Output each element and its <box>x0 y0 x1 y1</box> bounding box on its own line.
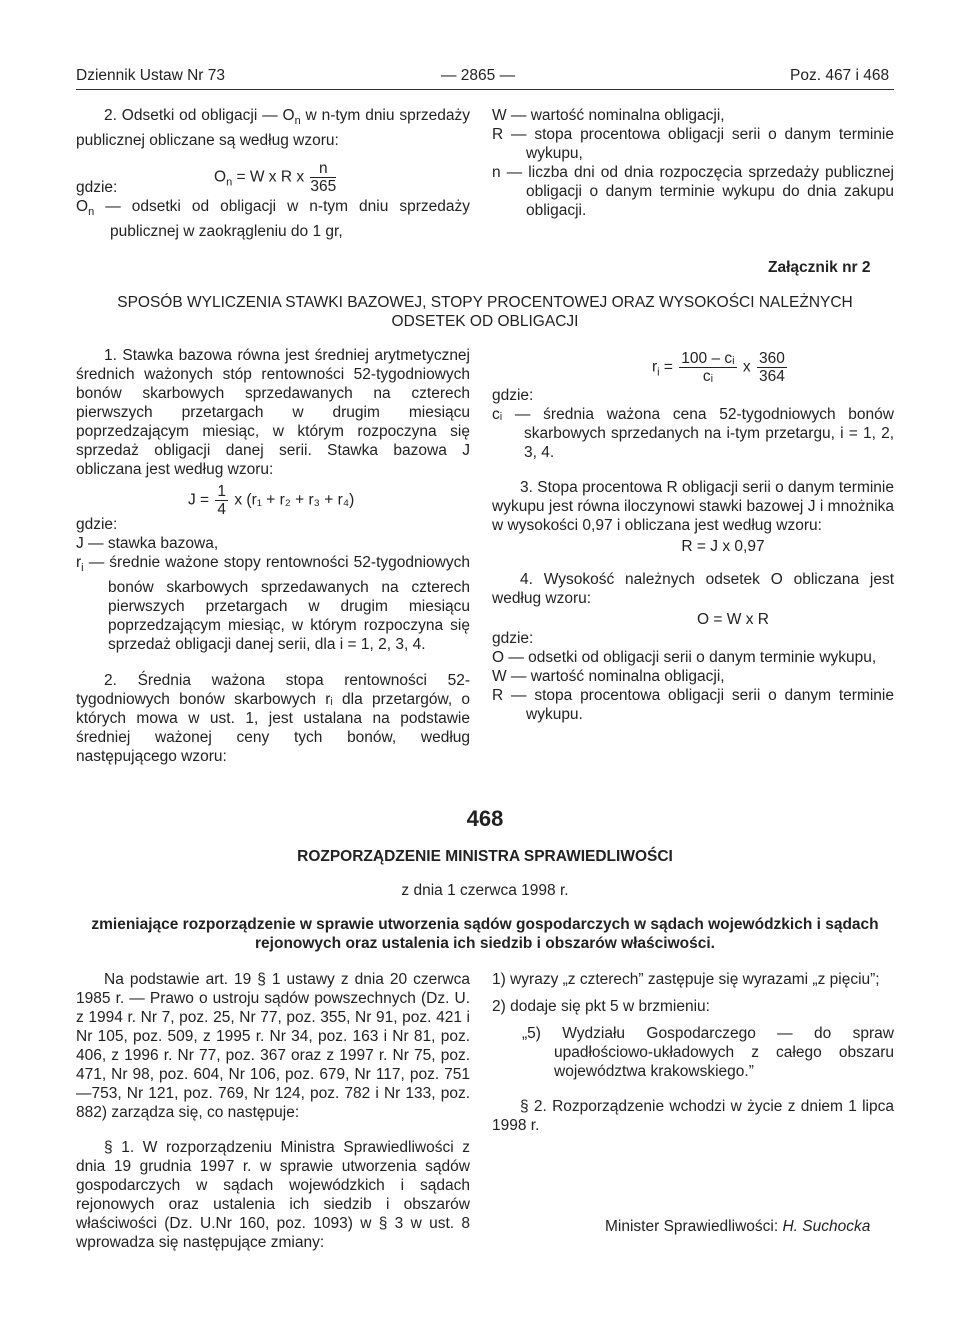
top-right-column <box>492 106 894 220</box>
header-rule <box>76 89 894 90</box>
gdzie-label: gdzie: <box>492 630 534 647</box>
mid-left-column <box>76 346 470 766</box>
formula-base-rate: J = $\frac{1}{4}$ x (r₁ + r₂ + r₃ + r₄) <box>188 483 355 518</box>
header-journal: Dziennik Ustaw Nr 73 <box>76 67 226 84</box>
definition-ri: $r_i$ — średnie ważone stopy rentowności 52-tygodniowych bonów skarbowych sprzedawanych na czterech pierwszych przetargach w drugim miesiącu poprzedzającym miesiąc, w którym rozpoczyna się sprzedaż obligacji danej serii, dla i = 1, 2, 3, 4. <box>76 554 470 654</box>
gdzie-label: gdzie: <box>76 179 118 197</box>
act-date: z dnia 1 czerwca 1998 r. <box>401 882 569 899</box>
act-title: ROZPORZĄDZENIE MINISTRA SPRAWIEDLIWOŚCI <box>297 848 673 865</box>
paragraph-base-rate: 1. Stawka bazowa równa jest średniej arytmetycznej średnich ważonych stóp rentowności 52-tygodniowych bonów skarbowych sprzedawanych na czterech pierwszych przetargach w drugim miesiącu poprzedzającym miesiąc, w którym rozpoczyna się sprzedaż obligacji danej serii. Stawka bazowa J obliczana jest według wzoru: <box>76 347 470 478</box>
paragraph-interest: 2. Odsetki od obligacji — $O_n$ w n-tym dniu sprzedaży publicznej obliczane są według wzoru: <box>76 107 470 150</box>
definition-ci: cᵢ — średnia ważona cena 52-tygodniowych bonów skarbowych sprzedanych na i-tym przetargu, i = 1, 2, 3, 4. <box>492 406 894 461</box>
mid-right-column <box>492 352 894 724</box>
amendment-item-1: 1) wyrazy „z czterech” zastępuje się wyrazami „z pięciu”; <box>492 971 880 988</box>
act-number: 468 <box>466 806 504 831</box>
paragraph-section-2: § 2. Rozporządzenie wchodzi w życie z dniem 1 lipca 1998 r. <box>492 1098 894 1134</box>
signature: Minister Sprawiedliwości: H. Suchocka <box>605 1218 871 1235</box>
annex-label: Załącznik nr 2 <box>768 259 871 276</box>
formula-o: O = W x R <box>697 611 769 628</box>
bottom-right-column <box>492 970 894 1135</box>
annex-title: SPOSÓB WYLICZENIA STAWKI BAZOWEJ, STOPY PROCENTOWEJ ORAZ WYSOKOŚCI NALEŻNYCH ODSETEK OD OBLIGACJI <box>117 294 853 330</box>
definition-n: n — liczba dni od dnia rozpoczęcia sprzedaży publicznej obligacji o danym terminie wykupu do dnia zakupu obligacji. <box>492 164 894 219</box>
bottom-left-column <box>76 970 470 1252</box>
header-page-number: — 2865 — <box>441 67 516 84</box>
formula-ri: $r_i$ = $\frac{\text{100 – cᵢ}}{\text{cᵢ}}$ x $\frac{360}{364}$ <box>652 350 785 385</box>
definition-w: W — wartość nominalna obligacji, <box>492 107 725 124</box>
paragraph-section-1: § 1. W rozporządzeniu Ministra Sprawiedliwości z dnia 19 grudnia 1997 r. w sprawie utworzenia sądów gospodarczych w sądach wojewódzkich i sądach rejonowych oraz ustalenia ich siedzib i obszarów właściwości (Dz. U.Nr 160, poz. 1093) w § 3 w ust. 8 wprowadza się następujące zmiany: <box>76 1139 470 1251</box>
amendment-item-2: 2) dodaje się pkt 5 w brzmieniu: <box>492 998 710 1015</box>
paragraph-interest-amount: 4. Wysokość należnych odsetek O obliczana jest według wzoru: <box>492 571 894 607</box>
definition-o: O — odsetki od obligacji serii o danym terminie wykupu, <box>492 649 877 666</box>
gdzie-label: gdzie: <box>76 516 118 533</box>
formula-r: R = J x 0,97 <box>681 538 765 555</box>
amendment-quote: „5) Wydziału Gospodarczego — do spraw upadłościowo-układowych z całego obszaru województwa krakowskiego.” <box>522 1025 894 1080</box>
formula-interest: $O_n = W$ x R x $\frac{n}{365}$ <box>214 160 337 196</box>
paragraph-interest-rate: 3. Stopa procentowa R obligacji serii o danym terminie wykupu jest równa iloczynowi stawki bazowej J i mnożnika w wysokości 0,97 i obliczana jest według wzoru: <box>492 479 894 534</box>
gdzie-label: gdzie: <box>492 387 534 404</box>
definition-r: R — stopa procentowa obligacji serii o danym terminie wykupu. <box>492 687 894 723</box>
paragraph-legal-basis: Na podstawie art. 19 § 1 ustawy z dnia 20 czerwca 1985 r. — Prawo o ustroju sądów powszechnych (Dz. U. z 1994 r. Nr 7, poz. 25, Nr 77, poz. 355, Nr 91, poz. 421 i Nr 105, poz. 509, z 1995 r. Nr 34, poz. 163 i Nr 81, poz. 406, z 1996 r. Nr 77, poz. 367 oraz z 1997 r. Nr 75, poz. 471, Nr 98, poz. 604, Nr 106, poz. 679, Nr 117, poz. 751—753, Nr 121, poz. 769, Nr 124, poz. 782 i Nr 133, poz. 882) zarządza się, co następuje: <box>76 971 470 1121</box>
definition-w: W — wartość nominalna obligacji, <box>492 668 725 685</box>
definition-r: R — stopa procentowa obligacji serii o danym terminie wykupu, <box>492 126 894 162</box>
act-subject: zmieniające rozporządzenie w sprawie utworzenia sądów gospodarczych w sądach wojewódzkich i sądach rejonowych oraz ustalenia ich siedzib i obszarów właściwości. <box>91 916 879 952</box>
definition-on: $O_n$ — odsetki od obligacji w n-tym dniu sprzedaży publicznej w zaokrągleniu do 1 gr, <box>76 198 470 241</box>
header-position: Poz. 467 i 468 <box>790 67 890 84</box>
top-left-column <box>76 106 470 241</box>
definition-j: J — stawka bazowa, <box>76 535 219 552</box>
paragraph-weighted-rate: 2. Średnia ważona stopa rentowności 52-tygodniowych bonów skarbowych rᵢ dla przetargów, o których mowa w ust. 1, jest ustalana na podstawie średniej ważonej ceny tych bonów, według następującego wzoru: <box>76 672 470 766</box>
